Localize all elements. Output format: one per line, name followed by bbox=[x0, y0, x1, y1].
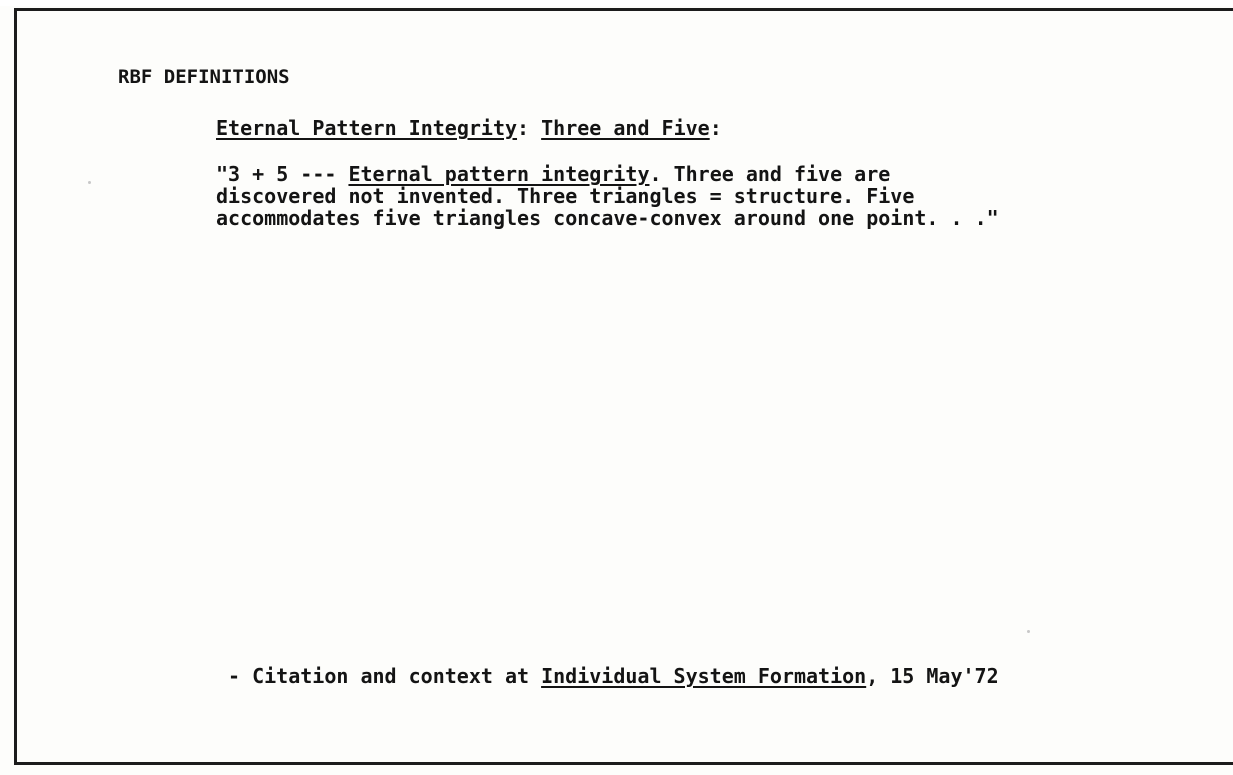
citation-source: Individual System Formation bbox=[541, 664, 867, 688]
citation-date: , 15 May'72 bbox=[866, 664, 999, 688]
subterm-separator: : bbox=[709, 116, 722, 140]
definition-quote bbox=[216, 163, 1176, 229]
quote-term: Eternal pattern integrity bbox=[348, 162, 650, 186]
card-heading: RBF DEFINITIONS bbox=[118, 66, 290, 88]
term-label: Eternal Pattern Integrity bbox=[216, 116, 518, 140]
citation-line bbox=[228, 664, 999, 688]
term-separator: : bbox=[517, 116, 542, 140]
top-edge bbox=[0, 0, 1233, 6]
quote-line-1 bbox=[216, 163, 1176, 185]
citation-prefix: - Citation and context at bbox=[228, 664, 542, 688]
quote-line-3: accommodates five triangles concave-convex around one point. . ." bbox=[216, 206, 999, 230]
subterm-label: Three and Five bbox=[541, 116, 710, 140]
paper-speck bbox=[88, 181, 91, 184]
quote-prefix: "3 + 5 --- bbox=[216, 162, 349, 186]
quote-suffix: . Three and five are bbox=[649, 162, 891, 186]
definition-title bbox=[216, 116, 722, 140]
paper-speck bbox=[1027, 630, 1030, 633]
quote-line-2: discovered not invented. Three triangles = structure. Five bbox=[216, 184, 915, 208]
